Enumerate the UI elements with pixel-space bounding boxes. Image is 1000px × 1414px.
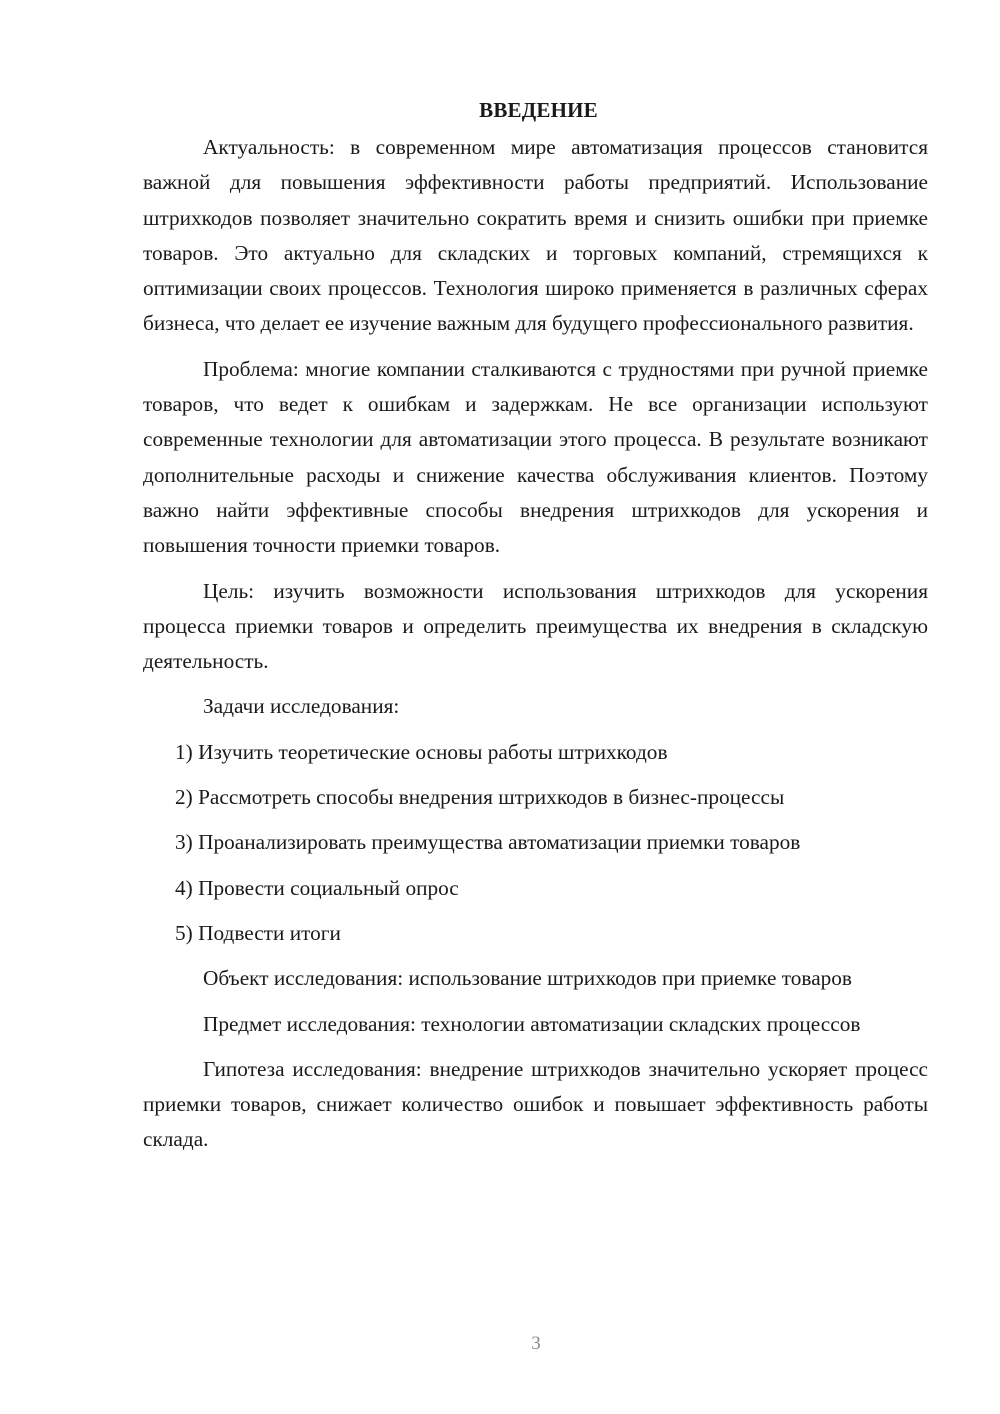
task-item: 3) Проанализировать преимущества автоматизации приемки товаров — [175, 830, 801, 855]
paragraph-object: Объект исследования: использование штрихкодов при приемке товаров — [203, 966, 852, 991]
task-item: 5) Подвести итоги — [175, 920, 341, 945]
paragraph-subject: Предмет исследования: технологии автоматизации складских процессов — [203, 1011, 861, 1036]
task-item: 2) Рассмотреть способы внедрения штрихкодов в бизнес-процессы — [175, 785, 785, 810]
task-item: 1) Изучить теоретические основы работы штрихкодов — [175, 739, 668, 764]
page-title: ВВЕДЕНИЕ — [479, 98, 598, 122]
document-page — [143, 92, 928, 1168]
tasks-list — [143, 735, 928, 951]
paragraph-goal: Цель: изучить возможности использования штрихкодов для ускорения процесса приемки товаров и определить преимущества их внедрения в складскую деятельность. — [143, 578, 928, 674]
paragraph-relevance: Актуальность: в современном мире автоматизация процессов становится важной для повышения эффективности работы предприятий. Использование штрихкодов позволяет значительно сократить время и снизить ошибки при приемке товаров. Это актуально для складских и торговых компаний, стремящихся к оптимизации своих процессов. Технология широко применяется в различных сферах бизнеса, что делает ее изучение важным для будущего профессионального развития. — [143, 135, 928, 336]
task-item: 4) Провести социальный опрос — [175, 875, 459, 900]
paragraph-problem: Проблема: многие компании сталкиваются с трудностями при ручной приемке товаров, что ведет к ошибкам и задержкам. Не все организации используют современные технологии для автоматизации этого процесса. В результате возникают дополнительные расходы и снижение качества обслуживания клиентов. Поэтому важно найти эффективные способы внедрения штрихкодов для ускорения и повышения точности приемки товаров. — [143, 356, 928, 558]
page-number: 3 — [531, 1333, 541, 1354]
tasks-heading: Задачи исследования: — [203, 694, 400, 719]
paragraph-hypothesis: Гипотеза исследования: внедрение штрихкодов значительно ускоряет процесс приемки товаров, снижает количество ошибок и повышает эффективность работы склада. — [143, 1056, 928, 1152]
